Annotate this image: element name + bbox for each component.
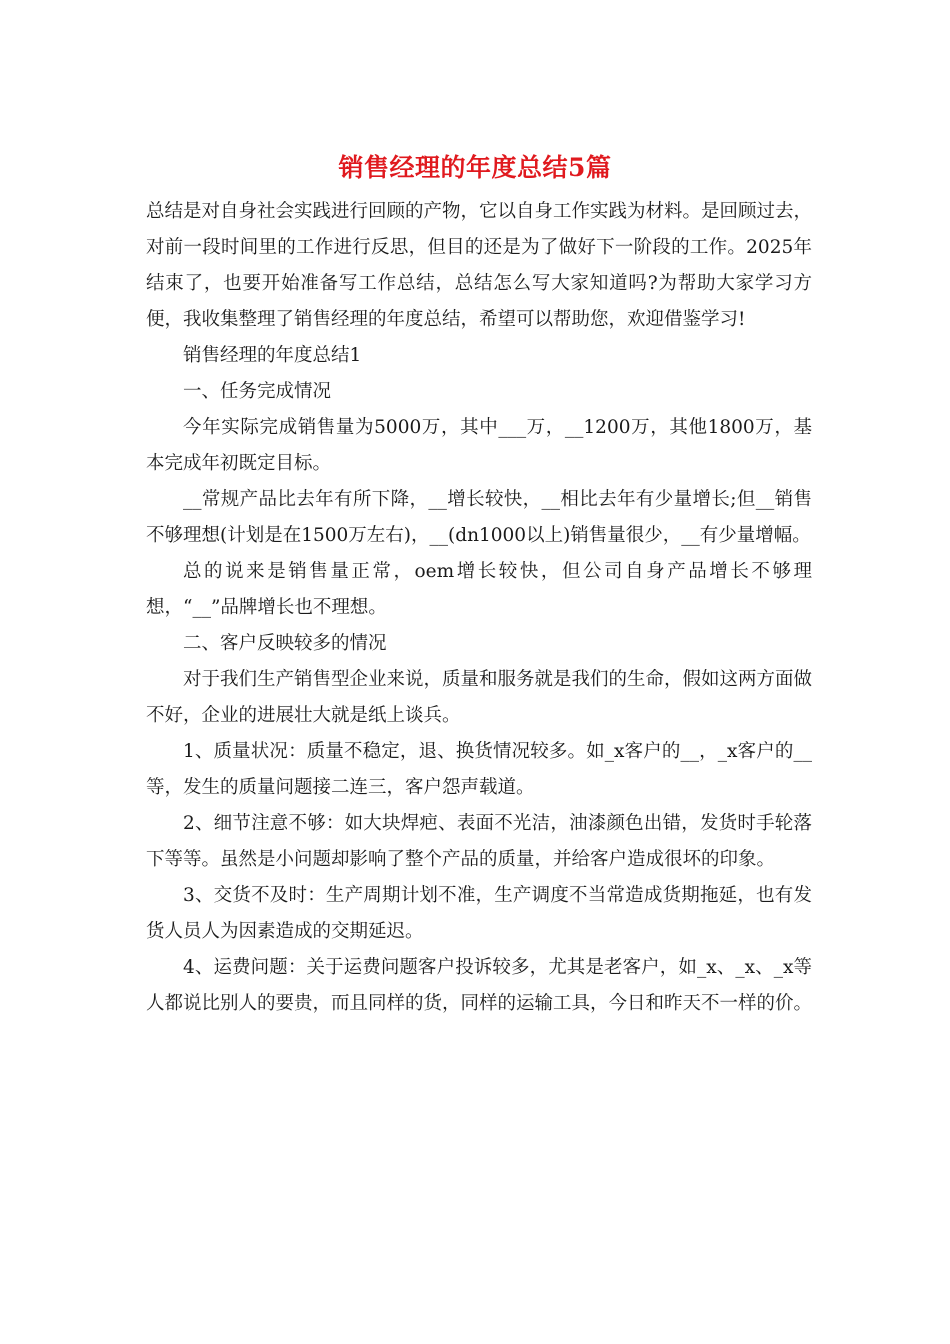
paragraph-product-trends: __常规产品比去年有所下降，__增长较快，__相比去年有少量增长;但__销售不够理想(计划是在1500万左右)，__(dn1000以上)销售量很少，__有少量增幅。 (146, 489, 812, 546)
paragraph-sales-volume: 今年实际完成销售量为5000万，其中___万，__1200万，其他1800万，基本完成年初既定目标。 (146, 417, 812, 474)
intro-paragraph: 总结是对自身社会实践进行回顾的产物，它以自身工作实践为材料。是回顾过去，对前一段时间里的工作进行反思，但目的还是为了做好下一阶段的工作。2025年结束了，也要开始准备写工作总结，总结怎么写大家知道吗?为帮助大家学习方便，我收集整理了销售经理的年度总结，希望可以帮助您，欢迎借鉴学习! (146, 201, 813, 330)
paragraph-quality-service: 对于我们生产销售型企业来说，质量和服务就是我们的生命，假如这两方面做不好，企业的进展壮大就是纸上谈兵。 (146, 669, 813, 726)
list-item-details: 2、细节注意不够：如大块焊疤、表面不光洁，油漆颜色出错，发货时手轮落下等等。虽然是小问题却影响了整个产品的质量，并给客户造成很坏的印象。 (146, 813, 812, 870)
list-item-freight: 4、运费问题：关于运费问题客户投诉较多，尤其是老客户，如_x、_x、_x等人都说比别人的要贵，而且同样的货，同样的运输工具，今日和昨天不一样的价。 (146, 957, 813, 1014)
section-heading-summary-1: 销售经理的年度总结1 (183, 345, 362, 366)
list-item-quality-status: 1、质量状况：质量不稳定，退、换货情况较多。如_x客户的__，_x客户的__等，发生的质量问题接二连三，客户怨声载道。 (146, 741, 812, 798)
document-title: 销售经理的年度总结5篇 (338, 153, 612, 182)
paragraph-overall-summary: 总的说来是销售量正常，oem增长较快，但公司自身产品增长不够理想，“__”品牌增长也不理想。 (146, 561, 812, 618)
list-item-delivery: 3、交货不及时：生产周期计划不准，生产调度不当常造成货期拖延，也有发货人员人为因素造成的交期延迟。 (146, 885, 812, 942)
section-heading-task-completion: 一、任务完成情况 (183, 381, 332, 402)
document-body (146, 194, 812, 1022)
section-heading-customer-feedback: 二、客户反映较多的情况 (183, 633, 387, 654)
